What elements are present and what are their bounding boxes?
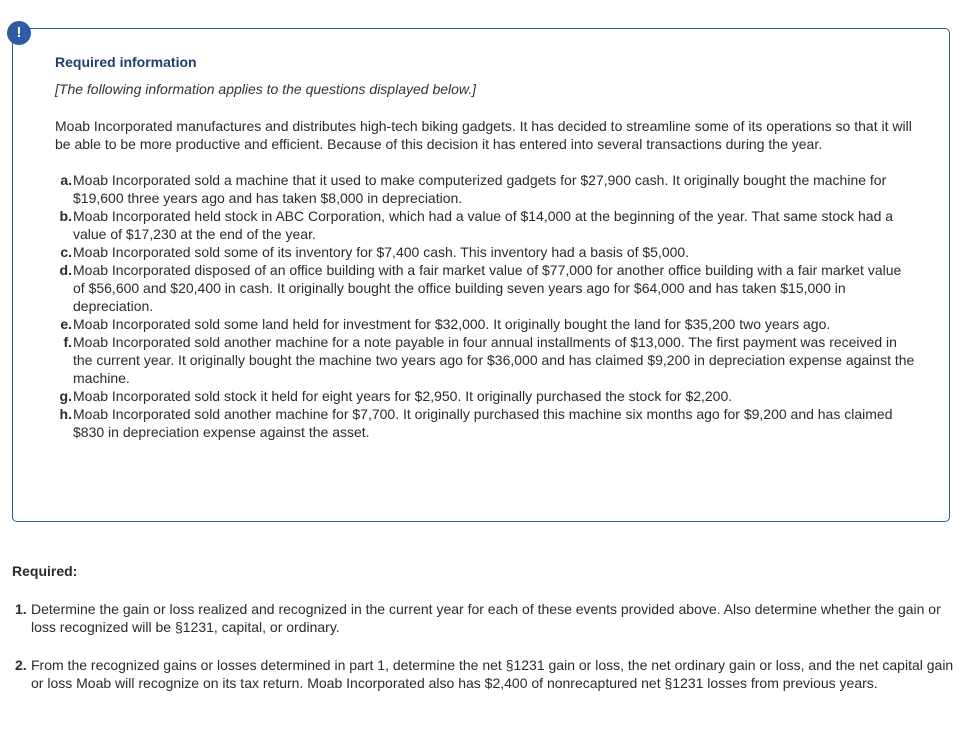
required-information-title: Required information [55, 54, 197, 70]
item-text: Moab Incorporated sold some land held for investment for $32,000. It originally bought the land for $35,200 two years ago. [73, 316, 831, 332]
item-letter: f. [63, 334, 72, 350]
transaction-item-g [55, 387, 915, 405]
transaction-item-b [55, 207, 915, 243]
item-letter: c. [60, 244, 72, 260]
item-text: Moab Incorporated held stock in ABC Corporation, which had a value of $14,000 at the beginning of the year. That same stock had a value of $17,230 at the end of the year. [73, 208, 894, 242]
alert-icon: ! [7, 21, 31, 45]
item-letter: b. [59, 208, 72, 224]
required-information-box [12, 28, 950, 522]
item-letter: g. [59, 388, 72, 404]
applies-note: [The following information applies to the questions displayed below.] [55, 81, 477, 97]
item-letter: d. [59, 262, 72, 278]
question-number: 1. [15, 601, 27, 617]
item-text: Moab Incorporated disposed of an office building with a fair market value of $77,000 for another office building with a fair market value of $56,600 and $20,400 in cash. It originally bought the office building seven years ago for $64,000 and has taken $15,000 in depreciation. [73, 262, 902, 314]
transaction-item-h [55, 405, 915, 441]
item-letter: a. [60, 172, 72, 188]
transaction-item-d [55, 261, 915, 315]
item-text: Moab Incorporated sold stock it held for eight years for $2,950. It originally purchased the stock for $2,200. [73, 388, 733, 404]
item-text: Moab Incorporated sold another machine for a note payable in four annual installments of $13,000. The first payment was received in the current year. It originally bought the machine two years ago for $36,000 and has claimed $9,200 in depreciation expense against the machine. [73, 334, 915, 386]
required-heading: Required: [12, 563, 78, 579]
item-letter: e. [60, 316, 72, 332]
question-text: From the recognized gains or losses determined in part 1, determine the net §1231 gain or loss, the net ordinary gain or loss, and the net capital gain or loss Moab will recognize on its tax return. Moab Incorporated also has $2,400 of nonrecaptured net §1231 losses from previous years. [31, 657, 954, 691]
question-2 [15, 656, 955, 692]
question-1 [15, 600, 955, 636]
transaction-item-e [55, 315, 915, 333]
item-text: Moab Incorporated sold a machine that it used to make computerized gadgets for $27,900 cash. It originally bought the machine for $19,600 three years ago and has taken $8,000 in depreciation. [73, 172, 887, 206]
transaction-item-a [55, 171, 915, 207]
question-number: 2. [15, 657, 27, 673]
transaction-item-f [55, 333, 915, 387]
required-information-content [55, 53, 915, 441]
item-text: Moab Incorporated sold some of its inventory for $7,400 cash. This inventory had a basis of $5,000. [73, 244, 690, 260]
item-letter: h. [59, 406, 72, 422]
item-text: Moab Incorporated sold another machine for $7,700. It originally purchased this machine six months ago for $9,200 and has claimed $830 in depreciation expense against the asset. [73, 406, 893, 440]
required-questions [15, 600, 955, 692]
question-text: Determine the gain or loss realized and recognized in the current year for each of these events provided above. Also determine whether the gain or loss recognized will be §1231, capital, or ordinary. [31, 601, 941, 635]
transaction-item-c [55, 243, 915, 261]
transaction-list [55, 171, 915, 441]
intro-paragraph: Moab Incorporated manufactures and distributes high-tech biking gadgets. It has decided to streamline some of its operations so that it will be able to be more productive and efficient. Because of this decision it has entered into several transactions during the year. [55, 118, 912, 152]
